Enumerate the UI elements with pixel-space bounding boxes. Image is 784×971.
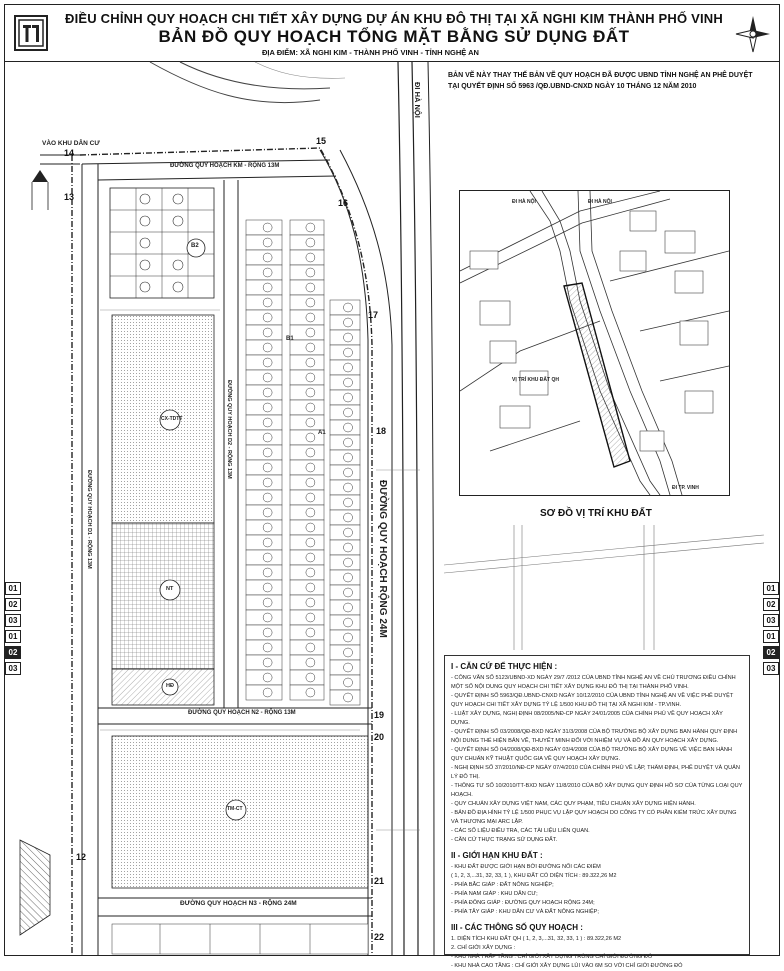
location-inset-map [459,190,730,496]
residential-lot [330,615,360,630]
notes-item: - QUY CHUẨN XÂY DỰNG VIỆT NAM, CÁC QUY PHẠM, TIÊU CHUẨN XÂY DỰNG HIỆN HÀNH. [451,801,696,807]
notes-item: - BẢN ĐỒ ĐỊA HÌNH TỶ LỆ 1/500 PHỤC VỤ LẬP QUY HOẠCH DO CÔNG TY CỔ PHẦN KIỂM TRỨC XÂY DỰNG VÀ THƯƠNG MẠI ARC LẬP. [451,810,737,825]
residential-lot [290,385,324,400]
boundary-point: 12 [76,852,87,862]
residential-lot [246,475,282,490]
residential-lot [246,550,282,565]
notes-item: - KHU ĐẤT ĐƯỢC GIỚI HẠN BỞI ĐƯỜNG NỐI CÁC ĐIỂM [451,864,601,870]
residential-lot [246,355,282,370]
residential-lot [246,400,282,415]
residential-lot [246,670,282,685]
residential-lot [246,655,282,670]
section-tag-right: 03 [763,614,779,627]
direction-label-hanoi: ĐI HÀ NỘI [413,82,422,118]
residential-lot [290,445,324,460]
section-tag-left: 01 [5,582,21,595]
residential-lot [246,385,282,400]
residential-lot [330,495,360,510]
residential-lot [290,295,324,310]
section-tag-right: 01 [763,630,779,643]
residential-lot [290,415,324,430]
residential-lot [246,565,282,580]
notes-item: 1. DIỆN TÍCH KHU ĐẤT QH ( 1, 2, 3,...31, 32, 33, 1 ) : 89.322,26 M2 [451,936,622,942]
residential-lot [290,655,324,670]
inset-label-vinh: ĐI TP. VINH [672,485,699,491]
road-label-n2: ĐƯỜNG QUY HOẠCH N2 - RỘNG 13M [188,710,296,716]
inset-surroundings [444,525,764,650]
residential-lot [330,315,360,330]
residential-lot [330,675,360,690]
residential-lot [290,535,324,550]
inset-label-hanoi-1: ĐI HÀ NỘI [512,199,536,205]
residential-lot [290,310,324,325]
residential-lot [246,325,282,340]
residential-lot [246,610,282,625]
notes-item: - THÔNG TƯ SỐ 10/2010/TT-BXD NGÀY 11/8/2010 CỦA BỘ XÂY DỰNG QUY ĐỊNH HỒ SƠ CỦA TỪNG LOẠI QUY HOẠCH. [451,783,743,798]
residential-lot [330,660,360,675]
road-label-main: ĐƯỜNG QUY HOẠCH RỘNG 24M [377,480,388,638]
residential-lot [330,405,360,420]
notes-item: ( 1, 2, 3,...31, 32, 33, 1 ), KHU ĐẤT CÓ DIỆN TÍCH : 89.322,26 M2 [451,873,617,879]
inset-label-site: VỊ TRÍ KHU ĐẤT QH [512,377,559,383]
residential-lot [290,235,324,250]
residential-lot [246,310,282,325]
residential-lot [290,370,324,385]
boundary-point: 13 [64,192,75,202]
residential-lot [246,370,282,385]
notes-item: - QUYẾT ĐỊNH SỐ 04/2008/QĐ-BXD NGÀY 03/4/2008 CỦA BỘ TRƯỞNG BỘ XÂY DỰNG VỀ VIỆC BAN HÀNH QUY CHUẨN KỸ THUẬT QUỐC GIA VỀ QUY HOẠCH XÂY DỰNG. [451,747,732,762]
section-tag-left: 02 [5,646,21,659]
residential-lot [330,330,360,345]
section-tag-left: 01 [5,630,21,643]
residential-lot [330,525,360,540]
notes-item: - CÁC SỐ LIỆU ĐIỀU TRA, CÁC TÀI LIỆU LIÊN QUAN. [451,828,590,834]
entrance-label: VÀO KHU DÂN CƯ [42,140,100,147]
residential-lot [290,595,324,610]
residential-lot [290,265,324,280]
residential-lot [290,400,324,415]
notes-item: - QUYẾT ĐỊNH SỐ 5963/QĐ.UBND-CNXD NGÀY 10/12/2010 CỦA UBND TỈNH NGHỆ AN VỀ VIỆC PHÊ DUYỆT QUY HOẠCH CHI TIẾT XÂY DỰNG TỶ LỆ 1/500 KHU ĐÔ THỊ TẠI XÃ NGHI KIM - TP.VINH. [451,693,734,708]
residential-lot [246,505,282,520]
residential-lot [246,595,282,610]
title-line-2: BẢN ĐỒ QUY HOẠCH TỔNG MẶT BẰNG SỬ DỤNG ĐẤT [158,27,630,46]
residential-lot [330,300,360,315]
lot-label-a1: A1 [318,430,326,436]
residential-lot [246,580,282,595]
residential-lot [246,415,282,430]
boundary-point: 14 [64,148,75,158]
residential-lot [330,645,360,660]
lot-label-tmct: TM-CT [227,806,243,812]
residential-lot [246,250,282,265]
notes-panel [444,655,750,969]
residential-lot [246,640,282,655]
inset-label-hanoi-2: ĐI HÀ NỘI [588,199,612,205]
residential-lot [290,355,324,370]
residential-lot [290,520,324,535]
notes-item: - CĂN CỨ THỰC TRẠNG SỬ DỤNG ĐẤT. [451,837,558,843]
boundary-point: 20 [374,732,385,742]
residential-lot [290,505,324,520]
residential-lot [330,390,360,405]
residential-lot [330,540,360,555]
residential-lot [290,625,324,640]
residential-lot [330,420,360,435]
boundary-point: 19 [374,710,385,720]
residential-lot [330,690,360,705]
residential-lot [330,435,360,450]
residential-lot [330,465,360,480]
address-line: ĐỊA ĐIỂM: XÃ NGHI KIM - THÀNH PHỐ VINH - TỈNH NGHỆ AN [262,48,479,57]
residential-lot [330,555,360,570]
inset-title: SƠ ĐỒ VỊ TRÍ KHU ĐẤT [540,508,652,519]
residential-lot [290,550,324,565]
section-tag-left: 03 [5,662,21,675]
notes-item: - CÔNG VĂN SỐ 5123/UBND-XD NGÀY 29/7 /2012 CỦA UBND TỈNH NGHỆ AN VỀ CHỦ TRƯƠNG ĐIỀU CHỈNH MỘT SỐ NỘI DUNG QUY HOẠCH CHI TIẾT XÂY DỰNG KHU ĐÔ THỊ TẠI THÀNH PHỐ VINH. [451,675,736,690]
notes-item: - LUẬT XÂY DỰNG, NGHỊ ĐỊNH 08/2005/NĐ-CP NGÀY 24/01/2005 CỦA CHÍNH PHỦ VỀ QUY HOẠCH XÂY DỰNG. [451,711,723,726]
lot-label-nt: NT [166,586,174,592]
notes-section-3-title: III - CÁC THÔNG SỐ QUY HOẠCH : [451,923,583,932]
notes-section-2-title: II - GIỚI HẠN KHU ĐẤT : [451,851,543,860]
residential-lot [330,600,360,615]
boundary-point: 17 [368,310,379,320]
residential-lot [246,520,282,535]
residential-lot [290,640,324,655]
residential-lot [246,265,282,280]
residential-lot [290,280,324,295]
section-tag-right: 01 [763,582,779,595]
residential-lot [246,340,282,355]
residential-lot [330,585,360,600]
residential-lot [330,375,360,390]
notes-item: - PHÍA TÂY GIÁP : KHU DÂN CƯ VÀ ĐẤT NÔNG NGHIỆP; [451,909,599,915]
residential-lot [330,570,360,585]
residential-lot [246,280,282,295]
residential-lot [246,460,282,475]
residential-lot [290,580,324,595]
section-tag-right: 02 [763,646,779,659]
residential-lot [330,360,360,375]
section-tag-left: 02 [5,598,21,611]
residential-lot [290,340,324,355]
notes-item: - NGHỊ ĐỊNH SỐ 37/2010/NĐ-CP NGÀY 07/4/2010 CỦA CHÍNH PHỦ VỀ LẬP, THẨM ĐỊNH, PHÊ DUYỆT VÀ QUẢN LÝ ĐÔ THỊ. [451,765,740,780]
boundary-point: 16 [338,198,349,208]
residential-lot [246,535,282,550]
lot-label-b1: B1 [286,336,294,342]
residential-lot [246,625,282,640]
residential-lot [290,325,324,340]
residential-lot [330,345,360,360]
road-label-n3: ĐƯỜNG QUY HOẠCH N3 - RỘNG 24M [180,900,297,907]
residential-lot [330,630,360,645]
notes-item: - PHÍA BẮC GIÁP : ĐẤT NÔNG NGHIỆP; [451,882,554,888]
residential-lot [246,490,282,505]
notes-item: - KHU NHÀ CAO TẦNG : CHỈ GIỚI XÂY DỰNG LÙI VÀO 6M SO VỚI CHỈ GIỚI ĐƯỜNG ĐỎ [451,963,683,969]
lot-label-cx: CX-TDTT [161,416,183,422]
section-tag-right: 02 [763,598,779,611]
boundary-point: 18 [376,426,387,436]
residential-lot [290,250,324,265]
notes-item: - PHÍA NAM GIÁP : KHU DÂN CƯ; [451,891,538,897]
residential-lot [246,430,282,445]
title-line-1: ĐIỀU CHỈNH QUY HOẠCH CHI TIẾT XÂY DỰNG DỰ ÁN KHU ĐÔ THỊ TẠI XÃ NGHI KIM THÀNH PHỐ VINH [65,11,723,26]
residential-lot [246,235,282,250]
residential-lot [290,670,324,685]
residential-lot [290,610,324,625]
lot-label-hd: HĐ [166,683,174,689]
notes-item: - KHU NHÀ THẤP TẦNG : CHỈ GIỚI XÂY DỰNG TRÙNG CHỈ GIỚI ĐƯỜNG ĐỎ [451,954,653,960]
residential-lot [330,480,360,495]
residential-lot [290,475,324,490]
residential-lot [290,565,324,580]
section-tag-left: 03 [5,614,21,627]
residential-lot [330,510,360,525]
notes-section-1-title: I - CĂN CỨ ĐỂ THỰC HIỆN : [451,662,558,671]
boundary-point: 21 [374,876,385,886]
residential-lot [290,490,324,505]
boundary-point: 15 [316,136,327,146]
replacement-note: BẢN VẼ NÀY THAY THẾ BẢN VẼ QUY HOẠCH ĐÃ ĐƯỢC UBND TỈNH NGHỆ AN PHÊ DUYỆT TẠI QUYẾT ĐỊNH SỐ 5963 /QĐ.UBND-CNXD NGÀY 10 THÁNG 12 NĂM 2010 [448,72,753,90]
residential-lot [246,445,282,460]
residential-lot [290,220,324,235]
lot-label-b2: B2 [191,243,199,249]
notes-item: - PHÍA ĐÔNG GIÁP : ĐƯỜNG QUY HOẠCH RỘNG 24M; [451,900,595,906]
residential-lot [246,220,282,235]
residential-lot [246,295,282,310]
boundary-point: 22 [374,932,385,942]
notes-item: - QUYẾT ĐỊNH SỐ 03/2008/QĐ-BXD NGÀY 31/3/2008 CỦA BỘ TRƯỞNG BỘ XÂY DỰNG BAN HÀNH QUY ĐỊNH NỘI DUNG THỂ HIỆN BẢN VẼ, THUYẾT MINH ĐỐI VỚI NHIỆM VỤ VÀ ĐỒ ÁN QUY HOẠCH XÂY DỰNG. [451,729,738,744]
residential-lot [290,460,324,475]
road-label-km1: ĐƯỜNG QUY HOẠCH KM - RỘNG 13M [170,163,280,169]
road-label-d2: ĐƯỜNG QUY HOẠCH D2 - RỘNG 13M [226,380,232,479]
road-label-d1: ĐƯỜNG QUY HOẠCH D1 - RỘNG 13M [86,470,92,569]
notes-item: 2. CHỈ GIỚI XÂY DỰNG : [451,945,516,951]
section-tag-right: 03 [763,662,779,675]
residential-lot [290,685,324,700]
residential-lot [246,685,282,700]
residential-lot [330,450,360,465]
